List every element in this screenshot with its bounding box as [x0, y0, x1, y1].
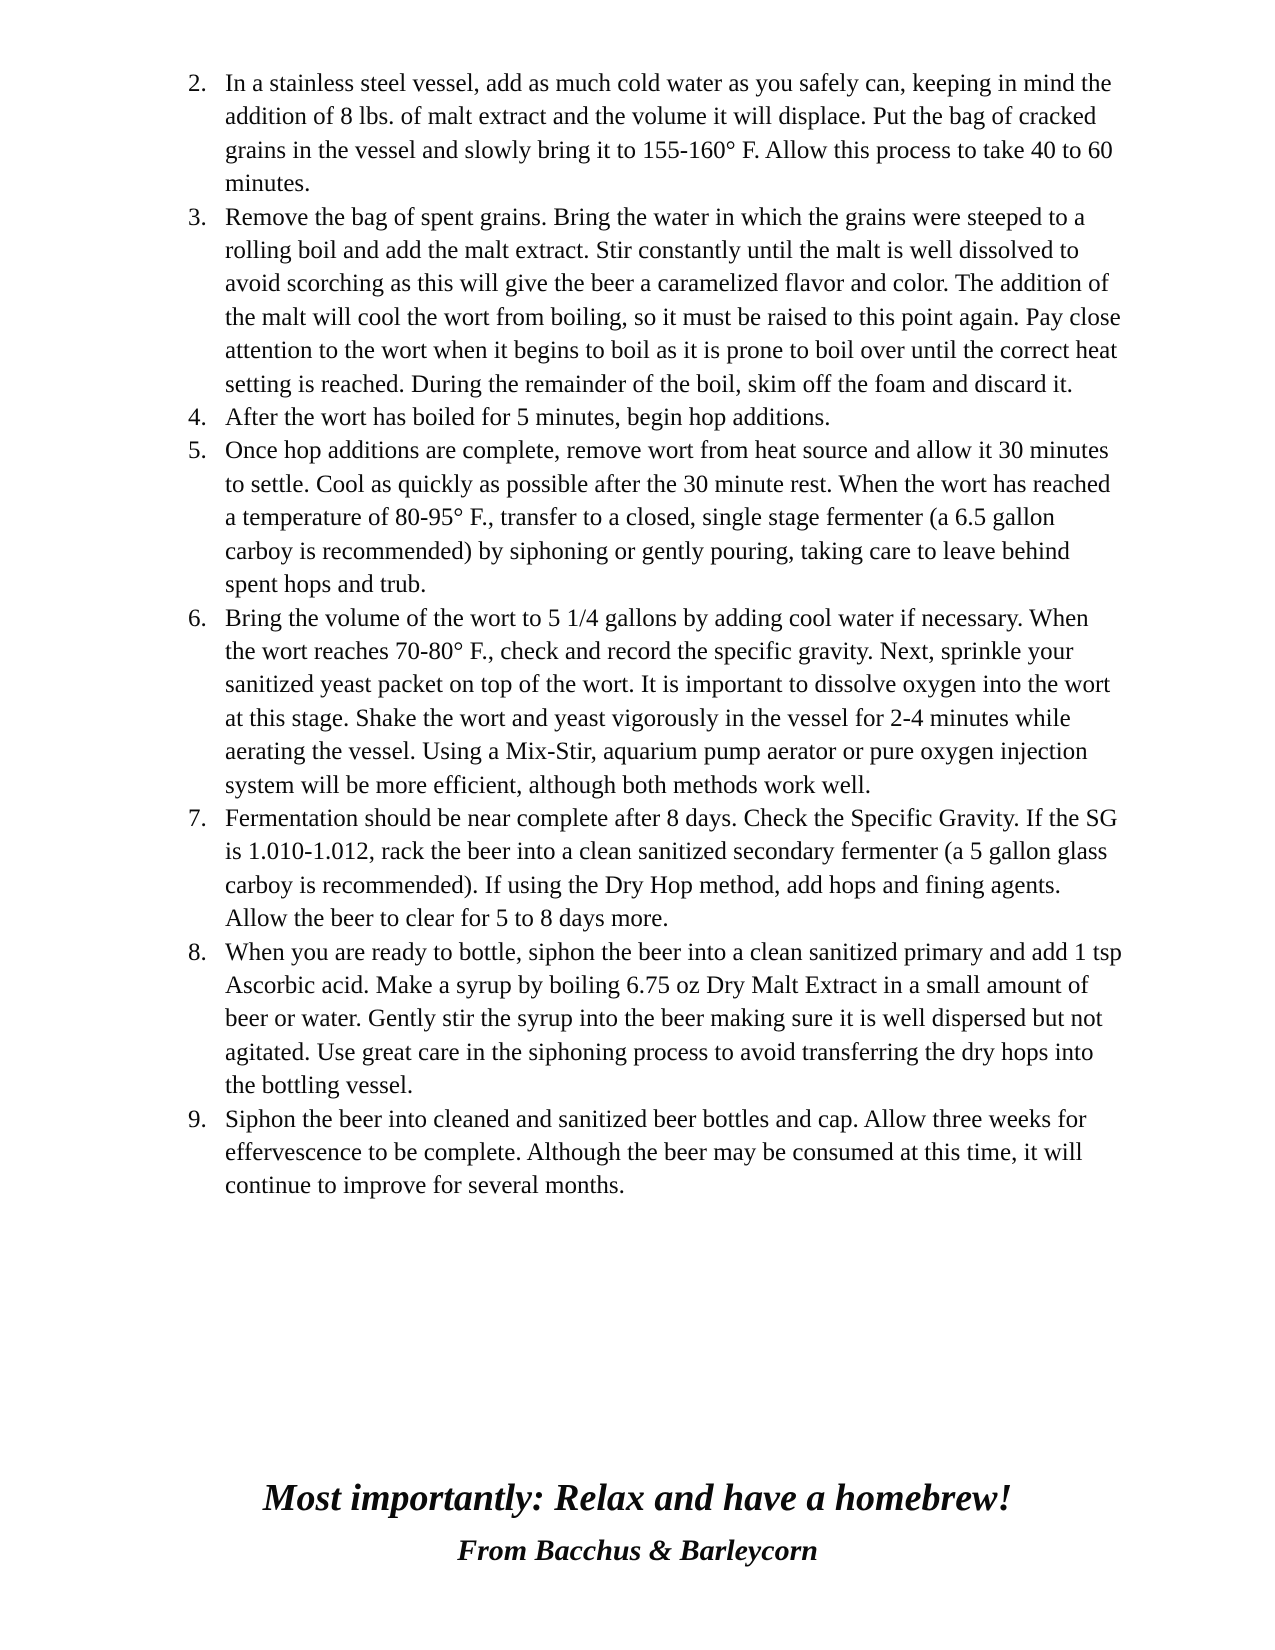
attribution-line: From Bacchus & Barleycorn	[457, 1533, 818, 1567]
list-item-text: After the wort has boiled for 5 minutes, begin hop additions.	[225, 404, 831, 432]
list-item-text: Remove the bag of spent grains. Bring the water in which the grains were steeped to a rolling boil and add the malt extract. Stir constantly until the malt is well dissolved to avoid scorching as this will give the beer a caramelized flavor and color. The addition of the malt will cool the wort from boiling, so it must be raised to this point again. Pay close attention to the wort when it begins to boil as it is prone to boil over until the correct heat setting is reached. During the remainder of the boil, skim off the foam and discard it.	[225, 203, 1121, 398]
list-item	[150, 936, 1125, 1103]
list-item-number: 7.	[188, 804, 207, 832]
list-item-text: In a stainless steel vessel, add as much cold water as you safely can, keeping in mind the addition of 8 lbs. of malt extract and the volume it will displace. Put the bag of cracked grains in the vessel and slowly bring it to 155-160° F. Allow this process to take 40 to 60 minutes.	[225, 70, 1113, 198]
list-item-text: Once hop additions are complete, remove wort from heat source and allow it 30 minutes to settle. Cool as quickly as possible after the 30 minute rest. When the wort has reached a temperature of 80-95° F., transfer to a closed, single stage fermenter (a 6.5 gallon carboy is recommended) by siphoning or gently pouring, taking care to leave behind spent hops and trub.	[225, 437, 1111, 599]
list-item-number: 9.	[188, 1105, 207, 1133]
closing-message: Most importantly: Relax and have a homebrew!	[262, 1476, 1013, 1519]
list-item-text: Siphon the beer into cleaned and sanitized beer bottles and cap. Allow three weeks for effervescence to be complete. Although the beer may be consumed at this time, it will continue to improve for several months.	[225, 1105, 1087, 1200]
list-item	[150, 602, 1125, 802]
list-item-number: 4.	[188, 404, 207, 432]
brewing-instructions-list	[150, 67, 1125, 1203]
list-item	[150, 401, 1125, 434]
list-item-number: 6.	[188, 604, 207, 632]
list-item-text: Fermentation should be near complete after 8 days. Check the Specific Gravity. If the SG is 1.010-1.012, rack the beer into a clean sanitized secondary fermenter (a 5 gallon glass carboy is recommended). If using the Dry Hop method, add hops and fining agents. Allow the beer to clear for 5 to 8 days more.	[225, 804, 1118, 933]
document-footer	[150, 1475, 1125, 1570]
list-item-text: Bring the volume of the wort to 5 1/4 gallons by adding cool water if necessary. When the wort reaches 70-80° F., check and record the specific gravity. Next, sprinkle your sanitized yeast packet on top of the wort. It is important to dissolve oxygen into the wort at this stage. Shake the wort and yeast vigorously in the vessel for 2-4 minutes while aerating the vessel. Using a Mix-Stir, aquarium pump aerator or pure oxygen injection system will be more efficient, although both methods work well.	[225, 604, 1111, 799]
list-item	[150, 802, 1125, 936]
list-item-text: When you are ready to bottle, siphon the beer into a clean sanitized primary and add 1 tsp Ascorbic acid. Make a syrup by boiling 6.75 oz Dry Malt Extract in a small amount of beer or water. Gently stir the syrup into the beer making sure it is well dispersed but not agitated. Use great care in the siphoning process to avoid transferring the dry hops into the bottling vessel.	[225, 938, 1122, 1100]
list-item	[150, 201, 1125, 401]
list-item-number: 8.	[188, 938, 207, 966]
list-item	[150, 1103, 1125, 1203]
list-item-number: 3.	[188, 203, 207, 231]
list-item-number: 2.	[188, 70, 207, 97]
list-item-number: 5.	[188, 437, 207, 465]
list-item	[150, 67, 1125, 201]
list-item	[150, 434, 1125, 601]
